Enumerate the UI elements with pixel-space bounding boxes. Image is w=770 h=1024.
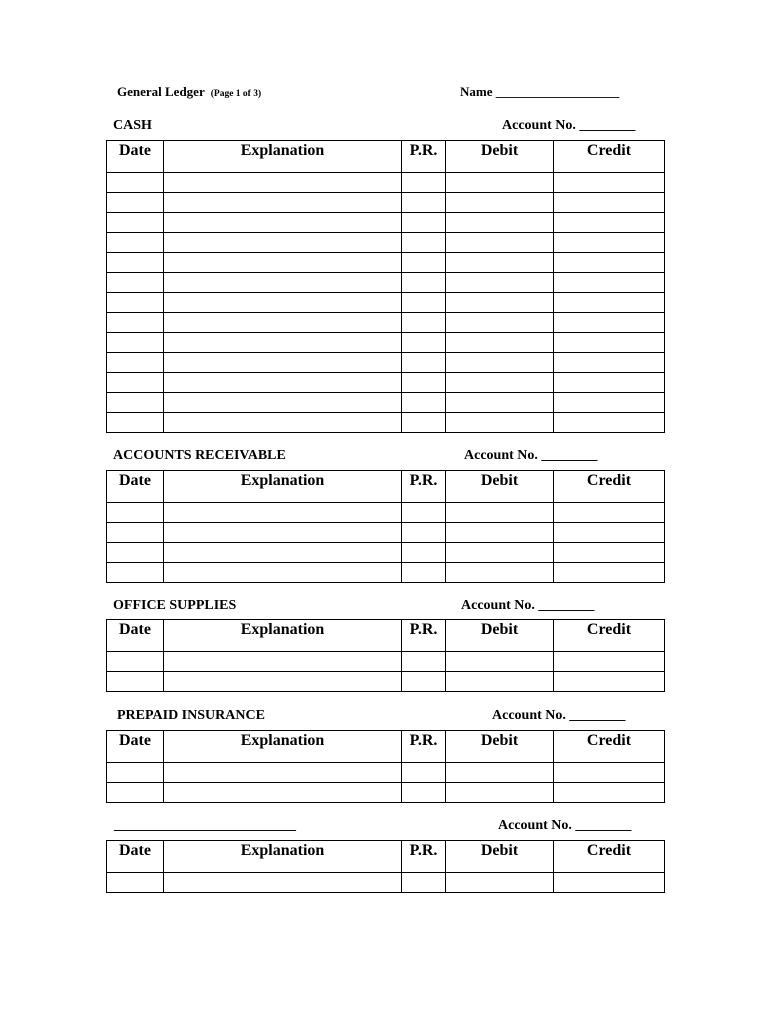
date-cell[interactable] xyxy=(107,253,164,273)
column-header-credit: Credit xyxy=(554,141,665,173)
column-header-credit: Credit xyxy=(554,841,665,873)
explanation-cell[interactable] xyxy=(164,193,402,213)
credit-cell[interactable] xyxy=(554,213,665,233)
explanation-cell[interactable] xyxy=(164,213,402,233)
debit-cell[interactable] xyxy=(446,373,554,393)
column-header-pr: P.R. xyxy=(402,620,446,652)
account-title-prepaid-insurance: PREPAID INSURANCE xyxy=(117,708,265,723)
ledger-row xyxy=(107,333,665,353)
pr-cell[interactable] xyxy=(402,193,446,213)
credit-cell[interactable] xyxy=(554,313,665,333)
explanation-cell[interactable] xyxy=(164,652,402,672)
debit-cell[interactable] xyxy=(446,293,554,313)
debit-cell[interactable] xyxy=(446,333,554,353)
debit-cell[interactable] xyxy=(446,193,554,213)
debit-cell[interactable] xyxy=(446,873,554,893)
ledger-row xyxy=(107,253,665,273)
column-header-debit: Debit xyxy=(446,471,554,503)
date-cell[interactable] xyxy=(107,313,164,333)
pr-cell[interactable] xyxy=(402,783,446,803)
explanation-cell[interactable] xyxy=(164,173,402,193)
credit-cell[interactable] xyxy=(554,503,665,523)
date-cell[interactable] xyxy=(107,652,164,672)
date-cell[interactable] xyxy=(107,783,164,803)
column-header-date: Date xyxy=(107,620,164,652)
date-cell[interactable] xyxy=(107,873,164,893)
credit-cell[interactable] xyxy=(554,563,665,583)
debit-cell[interactable] xyxy=(446,672,554,692)
credit-cell[interactable] xyxy=(554,672,665,692)
credit-cell[interactable] xyxy=(554,783,665,803)
ledger-row xyxy=(107,672,665,692)
date-cell[interactable] xyxy=(107,293,164,313)
pr-cell[interactable] xyxy=(402,313,446,333)
credit-cell[interactable] xyxy=(554,293,665,313)
column-header-pr: P.R. xyxy=(402,141,446,173)
ledger-row xyxy=(107,293,665,313)
credit-cell[interactable] xyxy=(554,763,665,783)
column-header-explanation: Explanation xyxy=(164,471,402,503)
ledger-row xyxy=(107,563,665,583)
debit-cell[interactable] xyxy=(446,393,554,413)
debit-cell[interactable] xyxy=(446,523,554,543)
explanation-cell[interactable] xyxy=(164,373,402,393)
column-header-explanation: Explanation xyxy=(164,141,402,173)
account-number-blank[interactable]: Account No. ________ xyxy=(498,818,632,833)
pr-cell[interactable] xyxy=(402,213,446,233)
pr-cell[interactable] xyxy=(402,652,446,672)
column-header-date: Date xyxy=(107,141,164,173)
explanation-cell[interactable] xyxy=(164,333,402,353)
pr-cell[interactable] xyxy=(402,563,446,583)
pr-cell[interactable] xyxy=(402,503,446,523)
pr-cell[interactable] xyxy=(402,253,446,273)
credit-cell[interactable] xyxy=(554,353,665,373)
explanation-cell[interactable] xyxy=(164,313,402,333)
explanation-cell[interactable] xyxy=(164,353,402,373)
pr-cell[interactable] xyxy=(402,173,446,193)
explanation-cell[interactable] xyxy=(164,393,402,413)
column-header-pr: P.R. xyxy=(402,471,446,503)
debit-cell[interactable] xyxy=(446,233,554,253)
credit-cell[interactable] xyxy=(554,373,665,393)
date-cell[interactable] xyxy=(107,273,164,293)
column-header-explanation: Explanation xyxy=(164,841,402,873)
pr-cell[interactable] xyxy=(402,873,446,893)
ledger-row xyxy=(107,353,665,373)
explanation-cell[interactable] xyxy=(164,783,402,803)
credit-cell[interactable] xyxy=(554,543,665,563)
debit-cell[interactable] xyxy=(446,543,554,563)
ledger-row xyxy=(107,213,665,233)
debit-cell[interactable] xyxy=(446,652,554,672)
ledger-row xyxy=(107,783,665,803)
date-cell[interactable] xyxy=(107,173,164,193)
explanation-cell[interactable] xyxy=(164,672,402,692)
account-title-accounts-receivable: ACCOUNTS RECEIVABLE xyxy=(113,448,286,463)
ledger-table-office-supplies xyxy=(106,619,665,692)
pr-cell[interactable] xyxy=(402,233,446,253)
date-cell[interactable] xyxy=(107,523,164,543)
explanation-cell[interactable] xyxy=(164,523,402,543)
debit-cell[interactable] xyxy=(446,783,554,803)
date-cell[interactable] xyxy=(107,193,164,213)
explanation-cell[interactable] xyxy=(164,503,402,523)
ledger-row xyxy=(107,503,665,523)
ledger-row xyxy=(107,523,665,543)
ledger-table-blank xyxy=(106,840,665,893)
page-title xyxy=(117,84,261,100)
column-header-date: Date xyxy=(107,471,164,503)
date-cell[interactable] xyxy=(107,393,164,413)
ledger-row xyxy=(107,373,665,393)
pr-cell[interactable] xyxy=(402,543,446,563)
ledger-table-cash xyxy=(106,140,665,433)
debit-cell[interactable] xyxy=(446,313,554,333)
ledger-row xyxy=(107,173,665,193)
date-cell[interactable] xyxy=(107,543,164,563)
explanation-cell[interactable] xyxy=(164,253,402,273)
column-header-credit: Credit xyxy=(554,731,665,763)
pr-cell[interactable] xyxy=(402,353,446,373)
ledger-row xyxy=(107,193,665,213)
pr-cell[interactable] xyxy=(402,672,446,692)
explanation-cell[interactable] xyxy=(164,873,402,893)
account-number-accounts-receivable[interactable]: Account No. ________ xyxy=(464,448,598,463)
date-cell[interactable] xyxy=(107,353,164,373)
ledger-row xyxy=(107,652,665,672)
date-cell[interactable] xyxy=(107,233,164,253)
credit-cell[interactable] xyxy=(554,873,665,893)
date-cell[interactable] xyxy=(107,373,164,393)
pr-cell[interactable] xyxy=(402,763,446,783)
credit-cell[interactable] xyxy=(554,333,665,353)
explanation-cell[interactable] xyxy=(164,413,402,433)
account-number-prepaid-insurance[interactable]: Account No. ________ xyxy=(492,708,626,723)
account-number-cash[interactable]: Account No. ________ xyxy=(502,118,636,133)
credit-cell[interactable] xyxy=(554,273,665,293)
debit-cell[interactable] xyxy=(446,503,554,523)
ledger-table-accounts-receivable xyxy=(106,470,665,583)
column-header-credit: Credit xyxy=(554,620,665,652)
debit-cell[interactable] xyxy=(446,213,554,233)
pr-cell[interactable] xyxy=(402,273,446,293)
pr-cell[interactable] xyxy=(402,393,446,413)
ledger-row xyxy=(107,543,665,563)
debit-cell[interactable] xyxy=(446,563,554,583)
explanation-cell[interactable] xyxy=(164,543,402,563)
date-cell[interactable] xyxy=(107,672,164,692)
pr-cell[interactable] xyxy=(402,293,446,313)
explanation-cell[interactable] xyxy=(164,293,402,313)
pr-cell[interactable] xyxy=(402,413,446,433)
column-header-pr: P.R. xyxy=(402,731,446,763)
column-header-explanation: Explanation xyxy=(164,620,402,652)
credit-cell[interactable] xyxy=(554,393,665,413)
ledger-row xyxy=(107,763,665,783)
explanation-cell[interactable] xyxy=(164,763,402,783)
debit-cell[interactable] xyxy=(446,273,554,293)
pr-cell[interactable] xyxy=(402,333,446,353)
ledger-row xyxy=(107,393,665,413)
ledger-row xyxy=(107,273,665,293)
ledger-row xyxy=(107,313,665,333)
credit-cell[interactable] xyxy=(554,523,665,543)
credit-cell[interactable] xyxy=(554,652,665,672)
explanation-cell[interactable] xyxy=(164,233,402,253)
column-header-credit: Credit xyxy=(554,471,665,503)
credit-cell[interactable] xyxy=(554,233,665,253)
column-header-debit: Debit xyxy=(446,620,554,652)
column-header-pr: P.R. xyxy=(402,841,446,873)
name-field[interactable]: Name ___________________ xyxy=(460,84,620,99)
column-header-explanation: Explanation xyxy=(164,731,402,763)
credit-cell[interactable] xyxy=(554,253,665,273)
debit-cell[interactable] xyxy=(446,353,554,373)
page-info: (Page 1 of 3) xyxy=(210,89,262,99)
debit-cell[interactable] xyxy=(446,413,554,433)
debit-cell[interactable] xyxy=(446,253,554,273)
explanation-cell[interactable] xyxy=(164,273,402,293)
pr-cell[interactable] xyxy=(402,373,446,393)
date-cell[interactable] xyxy=(107,763,164,783)
ledger-row xyxy=(107,413,665,433)
credit-cell[interactable] xyxy=(554,173,665,193)
date-cell[interactable] xyxy=(107,413,164,433)
column-header-debit: Debit xyxy=(446,731,554,763)
column-header-date: Date xyxy=(107,731,164,763)
account-number-office-supplies[interactable]: Account No. ________ xyxy=(461,598,595,613)
ledger-row xyxy=(107,233,665,253)
column-header-date: Date xyxy=(107,841,164,873)
date-cell[interactable] xyxy=(107,333,164,353)
date-cell[interactable] xyxy=(107,213,164,233)
credit-cell[interactable] xyxy=(554,413,665,433)
date-cell[interactable] xyxy=(107,563,164,583)
account-title-office-supplies: OFFICE SUPPLIES xyxy=(113,598,237,613)
credit-cell[interactable] xyxy=(554,193,665,213)
date-cell[interactable] xyxy=(107,503,164,523)
debit-cell[interactable] xyxy=(446,763,554,783)
ledger-row xyxy=(107,873,665,893)
debit-cell[interactable] xyxy=(446,173,554,193)
ledger-title: General Ledger xyxy=(117,84,205,99)
explanation-cell[interactable] xyxy=(164,563,402,583)
ledger-table-prepaid-insurance xyxy=(106,730,665,803)
pr-cell[interactable] xyxy=(402,523,446,543)
column-header-debit: Debit xyxy=(446,141,554,173)
account-title-blank[interactable]: __________________________ xyxy=(114,818,296,833)
account-title-cash: CASH xyxy=(113,118,152,133)
column-header-debit: Debit xyxy=(446,841,554,873)
